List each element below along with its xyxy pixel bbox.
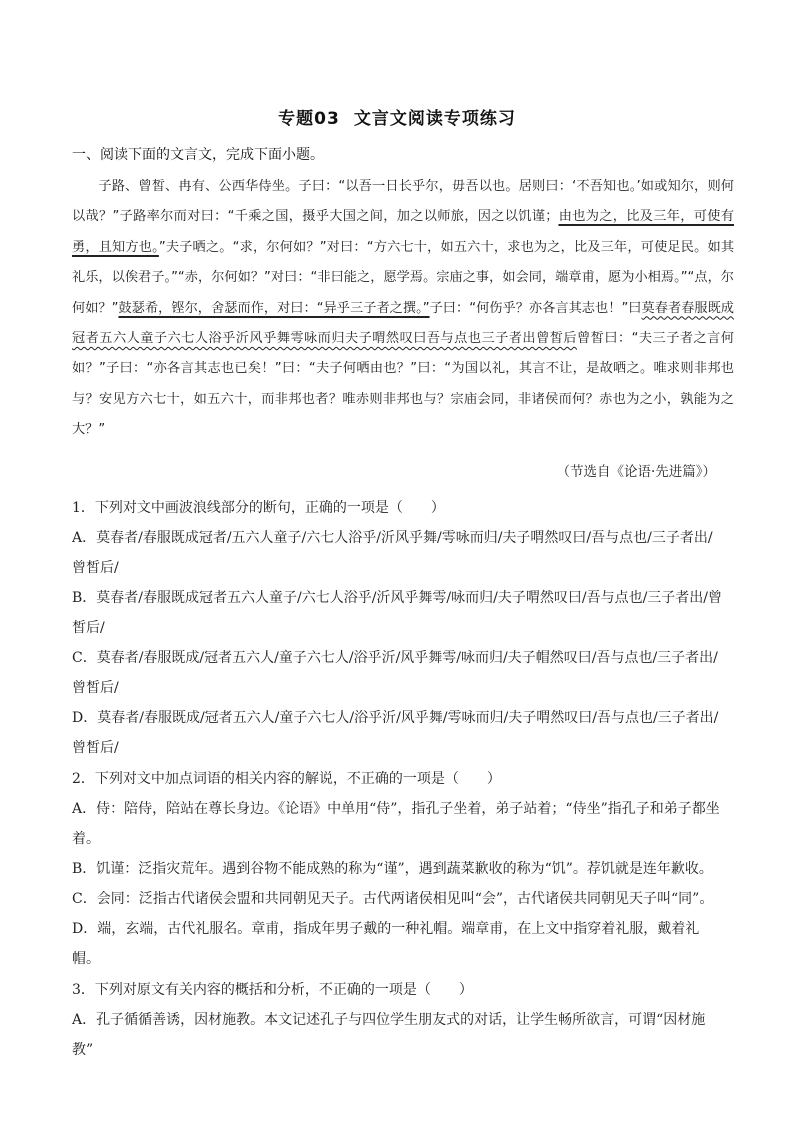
passage-text-3: 子曰：“何伤乎？亦各言其志也！”曰 <box>429 300 642 316</box>
question-2-stem: 2．下列对文中加点词语的相关内容的解说，不正确的一项是（ ） <box>72 771 501 787</box>
classical-passage <box>72 172 734 446</box>
question-1-option-d: D．莫春者/春服既成/冠者五六人/童子六七人/浴乎沂/风乎舞/雩咏而归/夫子喟然叹曰/吾与点也/三子者出/曾皙后/ <box>72 710 719 756</box>
passage-source: （节选自《论语·先进篇》） <box>556 464 716 480</box>
question-3-stem: 3．下列对原文有关内容的概括和分析，不正确的一项是（ ） <box>72 982 473 998</box>
question-2-option-c: C．会同：泛指古代诸侯会盟和共同朝见天子。古代两诸侯相见叫“会”，古代诸侯共同朝见天子叫“同”。 <box>72 891 714 907</box>
question-list <box>72 492 726 1065</box>
question-2-option-d: D．端，玄端，古代礼服名。章甫，指成年男子戴的一种礼帽。端章甫，在上文中指穿着礼服，戴着礼帽。 <box>72 921 700 967</box>
passage-paragraph <box>72 172 734 446</box>
passage-text-4: 曾皙曰：“夫三子者之言何如？”子曰：“亦各言其志也已矣！”曰：“夫子何哂由也？”曰：“为国以礼，其言不让，是故哂之。唯求则非邦也与？安见方六七十，如五六十，而非邦也者？唯赤则非邦也与？宗庙会同，非诸侯而何？赤也为之小，孰能为之大？” <box>72 331 734 438</box>
document-title <box>0 104 794 129</box>
question-2-option-b: B．饥谨：泛指灾荒年。遇到谷物不能成熟的称为“谨”，遇到蔬菜歉收的称为“饥”。荐饥就是连年歉收。 <box>72 861 713 877</box>
wavy-underlined-sentence: 莫春者春服既成冠者五六人童子六七人浴乎沂风乎舞雩咏而归夫子喟然叹曰吾与点也三子者出曾皙后 <box>72 300 734 347</box>
passage-text-1: 子路、曾皙、冉有、公西华侍坐。子曰：“以吾一日长乎尔，毋吾以也。居则曰：‘不吾知也。’如或知尔，则何以哉？”子路率尔而对曰：“千乘之国，摄乎大国之间，加之以师旅，因之以饥谨； <box>72 179 734 225</box>
section-heading: 一、阅读下面的文言文，完成下面小题。 <box>72 147 324 163</box>
question-1-option-a: A．莫春者/春服既成冠者/五六人童子/六七人浴乎/沂风乎舞/雩咏而归/夫子喟然叹曰/吾与点也/三子者出/曾皙后/ <box>72 530 713 576</box>
question-1-option-c: C．莫春者/春服既成/冠者五六人/童子六七人/浴乎沂/风乎舞雩/咏而归/夫子帽然叹曰/吾与点也/三子者出/曾皙后/ <box>72 650 718 696</box>
title-main: 文言文阅读专项练习 <box>353 109 516 129</box>
question-2-option-a: A．侍：陪侍，陪站在尊长身边。《论语》中单用“侍”，指孔子坐着，弟子站着；“侍坐”指孔子和弟子都坐着。 <box>72 801 720 847</box>
underlined-sentence-2: 鼓瑟希，铿尔，舍瑟而作，对曰：“异乎三子者之撰。” <box>118 300 430 316</box>
question-3-option-a: A．孔子循循善诱，因材施教。本文记述孔子与四位学生朋友式的对话，让学生畅所欲言，可谓“因材施教” <box>72 1012 706 1058</box>
title-prefix: 专题03 <box>278 109 340 129</box>
question-1-option-b: B．莫春者/春服既成冠者五六人童子/六七人浴乎/沂风乎舞雩/咏而归/夫子喟然叹曰/吾与点也/三子者出/曾皙后/ <box>72 590 723 636</box>
passage-text-2: ”夫子哂之。“求，尔何如？”对曰：“方六七十，如五六十，求也为之，比及三年，可使足民。如其礼乐，以俟君子。”“赤，尔何如？”对曰：“非曰能之，愿学焉。宗庙之事，如会同，端章甫，愿为小相焉。”“点，尔何如？” <box>72 239 735 316</box>
underlined-sentence-1: 由也为之，比及三年，可使有勇，且知方也。 <box>72 209 734 255</box>
question-1-stem: 1．下列对文中画波浪线部分的断句，正确的一项是（ ） <box>72 500 445 516</box>
